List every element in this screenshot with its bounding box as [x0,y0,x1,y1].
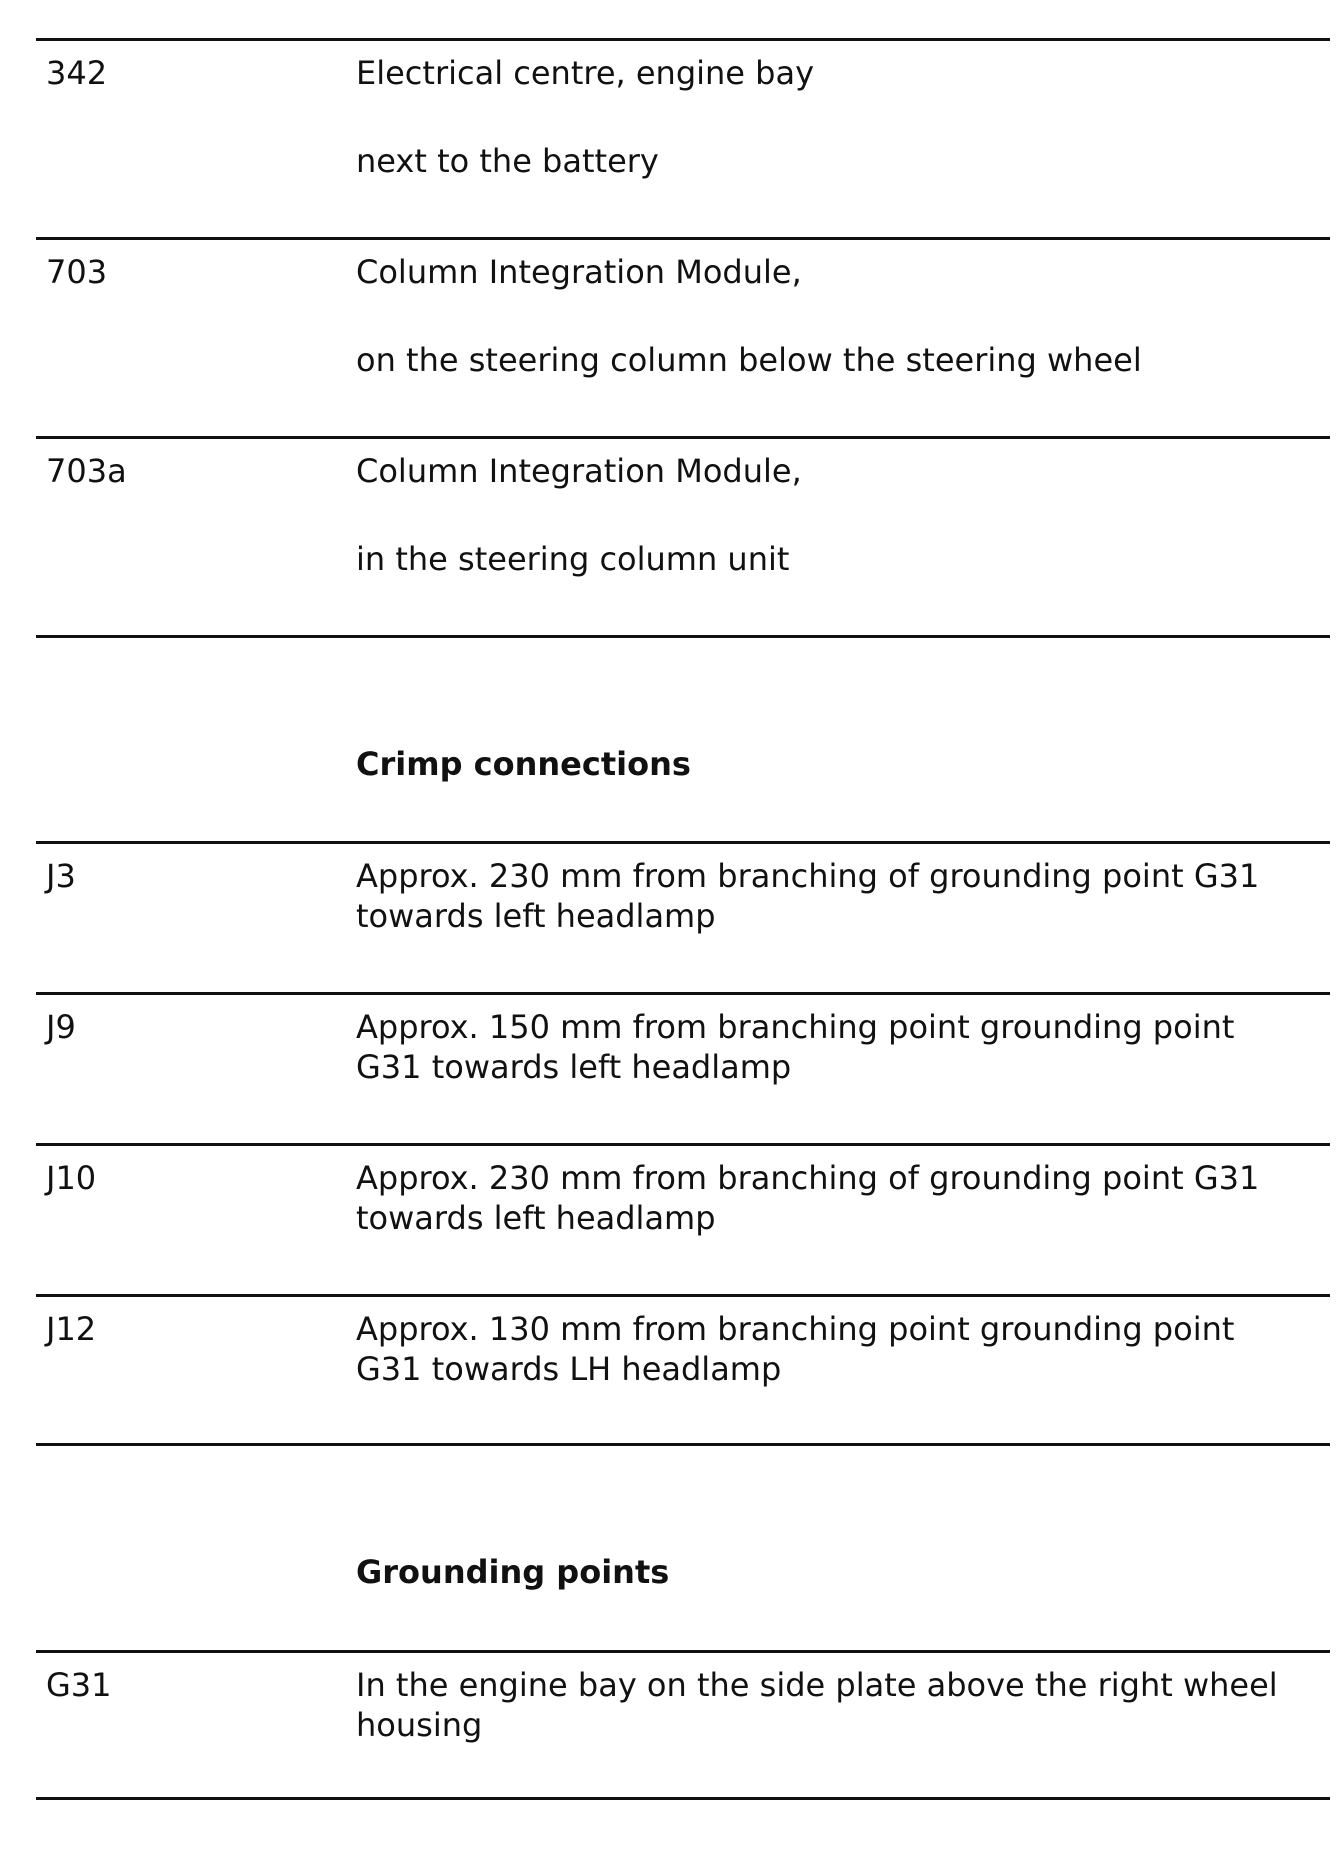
table-rule [36,237,1330,240]
row-description-line-2: housing [356,1706,483,1744]
table-rule [36,436,1330,439]
section-heading-crimp: Crimp connections [356,745,691,783]
row-code: G31 [46,1666,112,1704]
row-description-line-1: Approx. 230 mm from branching of grounding point G31 [356,1159,1260,1197]
row-code: J3 [46,857,76,895]
row-description-line-2: G31 towards LH headlamp [356,1350,782,1388]
table-rule [36,1443,1330,1446]
row-code: 703a [46,452,127,490]
table-rule [36,1294,1330,1297]
table-rule [36,1143,1330,1146]
row-description-line-1: Column Integration Module, [356,452,802,490]
row-description-line-2: towards left headlamp [356,1199,716,1237]
row-description-line-1: Column Integration Module, [356,253,802,291]
row-code: J9 [46,1008,76,1046]
row-code: J12 [46,1310,97,1348]
row-description-line-1: Approx. 130 mm from branching point grounding point [356,1310,1235,1348]
table-rule [36,992,1330,995]
row-description-line-2: next to the battery [356,142,659,180]
table-rule [36,38,1330,41]
row-description-line-2: in the steering column unit [356,540,790,578]
row-code: J10 [46,1159,97,1197]
row-description-line-2: towards left headlamp [356,897,716,935]
row-description-line-1: In the engine bay on the side plate above the right wheel [356,1666,1278,1704]
row-description-line-1: Approx. 230 mm from branching of grounding point G31 [356,857,1260,895]
row-code: 342 [46,54,108,92]
row-description-line-2: on the steering column below the steering wheel [356,341,1142,379]
table-rule [36,1650,1330,1653]
table-rule [36,841,1330,844]
table-rule [36,1797,1330,1800]
section-heading-grounding: Grounding points [356,1553,670,1591]
row-description-line-1: Approx. 150 mm from branching point grounding point [356,1008,1235,1046]
table-rule [36,635,1330,638]
row-code: 703 [46,253,108,291]
row-description-line-2: G31 towards left headlamp [356,1048,792,1086]
row-description-line-1: Electrical centre, engine bay [356,54,815,92]
